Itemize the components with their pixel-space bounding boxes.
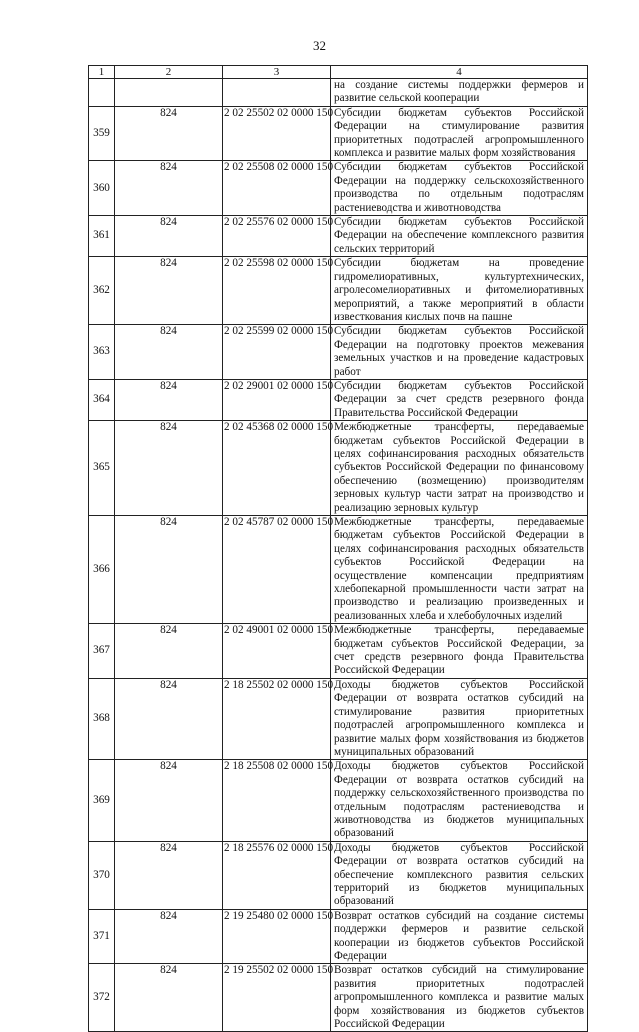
row-number: 365: [89, 421, 115, 516]
table-row: [89, 257, 588, 325]
admin-code: 824: [115, 216, 223, 257]
row-number: 367: [89, 624, 115, 679]
table-row: [89, 516, 588, 624]
table-row: [89, 841, 588, 909]
row-number: 359: [89, 106, 115, 161]
row-description: Доходы бюджетов субъектов Российской Федерации от возврата остатков субсидий на поддержку сельскохозяйственного производства по отдельным подотраслям растениеводства и животноводства из бюджетов муниципальных образований: [331, 760, 588, 841]
row-number: [89, 79, 115, 107]
budget-code: [223, 79, 331, 107]
table-row: [89, 624, 588, 679]
budget-code: 2 02 25502 02 0000 150: [223, 106, 331, 161]
table-body: [89, 79, 588, 1032]
table-row: [89, 79, 588, 107]
row-number: 366: [89, 516, 115, 624]
admin-code: 824: [115, 257, 223, 325]
row-description: Доходы бюджетов субъектов Российской Федерации от возврата остатков субсидий на обеспечение комплексного развития сельских территорий из бюджетов муниципальных образований: [331, 841, 588, 909]
table-header-row: [89, 66, 588, 79]
admin-code: 824: [115, 841, 223, 909]
page-number: 32: [313, 38, 326, 53]
row-number: 360: [89, 161, 115, 216]
table-row: [89, 106, 588, 161]
table-row: [89, 760, 588, 841]
admin-code: 824: [115, 760, 223, 841]
budget-code: 2 19 25502 02 0000 150: [223, 964, 331, 1032]
budget-code: 2 18 25576 02 0000 150: [223, 841, 331, 909]
admin-code: 824: [115, 106, 223, 161]
row-description: Межбюджетные трансферты, передаваемые бюджетам субъектов Российской Федерации в целях софинансирования расходных обязательств субъектов Российской Федерации на осуществление компенсации предприятиям хлебопекарной промышленности части затрат на производство и реализацию произведенных и реализованных хлеба и хлебобулочных изделий: [331, 516, 588, 624]
budget-code: 2 02 25508 02 0000 150: [223, 161, 331, 216]
budget-code: 2 02 25599 02 0000 150: [223, 325, 331, 380]
table-row: [89, 379, 588, 420]
row-number: 372: [89, 964, 115, 1032]
budget-code: 2 02 45368 02 0000 150: [223, 421, 331, 516]
row-description: Возврат остатков субсидий на стимулирование развития приоритетных подотраслей агропромышленного комплекса и развитие малых форм хозяйствования из бюджетов субъектов Российской Федерации: [331, 964, 588, 1032]
row-description: Субсидии бюджетам субъектов Российской Федерации на обеспечение комплексного развития сельских территорий: [331, 216, 588, 257]
row-number: 362: [89, 257, 115, 325]
row-description: Межбюджетные трансферты, передаваемые бюджетам субъектов Российской Федерации в целях софинансирования расходных обязательств субъектов Российской Федерации по финансовому обеспечению (возмещению) производителям зерновых культур части затрат на производство и реализацию зерновых культур: [331, 421, 588, 516]
row-description: на создание системы поддержки фермеров и развитие сельской кооперации: [331, 79, 588, 107]
admin-code: 824: [115, 379, 223, 420]
row-description: Межбюджетные трансферты, передаваемые бюджетам субъектов Российской Федерации, за счет средств резервного фонда Правительства Российской Федерации: [331, 624, 588, 679]
column-header-3: 3: [223, 66, 331, 79]
column-header-2: 2: [115, 66, 223, 79]
row-description: Доходы бюджетов субъектов Российской Федерации от возврата остатков субсидий на стимулирование развития приоритетных подотраслей агропромышленного комплекса и развитие малых форм хозяйствования из бюджетов муниципальных образований: [331, 678, 588, 759]
admin-code: 824: [115, 161, 223, 216]
row-number: 369: [89, 760, 115, 841]
budget-code: 2 18 25502 02 0000 150: [223, 678, 331, 759]
row-number: 368: [89, 678, 115, 759]
admin-code: 824: [115, 624, 223, 679]
budget-code: 2 02 49001 02 0000 150: [223, 624, 331, 679]
admin-code: 824: [115, 325, 223, 380]
budget-code: 2 19 25480 02 0000 150: [223, 909, 331, 964]
row-description: Субсидии бюджетам субъектов Российской Федерации на поддержку сельскохозяйственного производства по отдельным подотраслям растениеводства и животноводства: [331, 161, 588, 216]
admin-code: 824: [115, 909, 223, 964]
table-row: [89, 421, 588, 516]
budget-code: 2 02 25576 02 0000 150: [223, 216, 331, 257]
row-description: Субсидии бюджетам субъектов Российской Федерации на подготовку проектов межевания земельных участков и на проведение кадастровых работ: [331, 325, 588, 380]
budget-code: 2 18 25508 02 0000 150: [223, 760, 331, 841]
table-row: [89, 325, 588, 380]
revenue-codes-table: [88, 65, 588, 1032]
admin-code: [115, 79, 223, 107]
row-number: 363: [89, 325, 115, 380]
table-row: [89, 161, 588, 216]
row-description: Субсидии бюджетам субъектов Российской Федерации за счет средств резервного фонда Правительства Российской Федерации: [331, 379, 588, 420]
row-description: Субсидии бюджетам субъектов Российской Федерации на стимулирование развития приоритетных подотраслей агропромышленного комплекса и развитие малых форм хозяйствования: [331, 106, 588, 161]
budget-code: 2 02 45787 02 0000 150: [223, 516, 331, 624]
row-description: Субсидии бюджетам на проведение гидромелиоративных, культуртехнических, агролесомелиоративных и фитомелиоративных мероприятий, а также мероприятий в области известкования кислых почв на пашне: [331, 257, 588, 325]
column-header-1: 1: [89, 66, 115, 79]
row-description: Возврат остатков субсидий на создание системы поддержки фермеров и развитие сельской кооперации из бюджетов субъектов Российской Федерации: [331, 909, 588, 964]
row-number: 370: [89, 841, 115, 909]
table-row: [89, 909, 588, 964]
admin-code: 824: [115, 516, 223, 624]
table-row: [89, 216, 588, 257]
row-number: 364: [89, 379, 115, 420]
budget-code: 2 02 25598 02 0000 150: [223, 257, 331, 325]
admin-code: 824: [115, 678, 223, 759]
budget-code: 2 02 29001 02 0000 150: [223, 379, 331, 420]
table-row: [89, 678, 588, 759]
admin-code: 824: [115, 421, 223, 516]
admin-code: 824: [115, 964, 223, 1032]
row-number: 371: [89, 909, 115, 964]
table-row: [89, 964, 588, 1032]
row-number: 361: [89, 216, 115, 257]
column-header-4: 4: [331, 66, 588, 79]
